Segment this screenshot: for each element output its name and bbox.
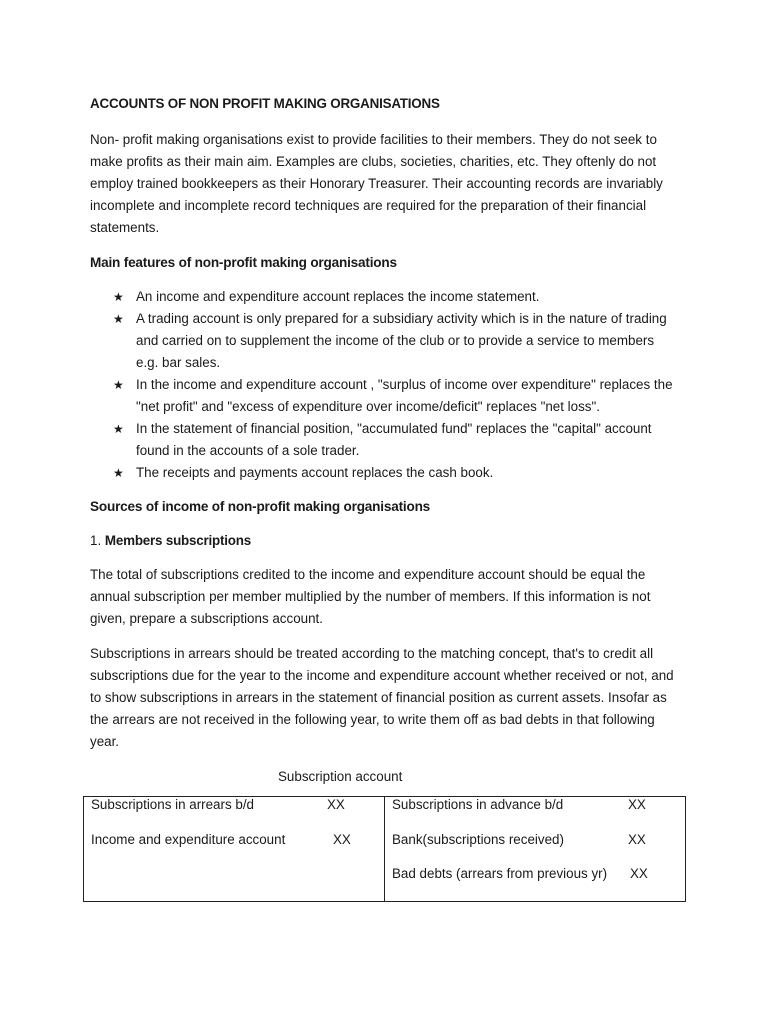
list-item: [113, 374, 680, 418]
table-caption: Subscription account: [278, 769, 403, 784]
star-bullet-icon: ★: [113, 290, 124, 304]
credit-entry-label: Bad debts (arrears from previous yr): [392, 866, 608, 881]
credit-entry-amount: XX: [630, 866, 648, 881]
credit-side: [385, 797, 685, 901]
list-item: [113, 418, 680, 462]
sources-heading: Sources of income of non-profit making organisations: [90, 499, 431, 514]
star-bullet-icon: ★: [113, 466, 124, 480]
feature-text: An income and expenditure account replaces the income statement.: [136, 289, 540, 304]
numbered-heading: [90, 530, 680, 552]
debit-side: [84, 797, 385, 901]
list-item: [113, 308, 680, 374]
debit-entry-label: Subscriptions in arrears b/d: [91, 797, 254, 812]
debit-entry-amount: XX: [333, 832, 351, 847]
arrears-paragraph: Subscriptions in arrears should be treated according to the matching concept, that's to credit all subscriptions due for the year to the income and expenditure account whether received or not, and to show subscriptions in arrears in the statement of financial position as current assets. Insofar as the arrears are not received in the following year, to write them off as bad debts in that following year.: [90, 646, 674, 749]
item-label: Members subscriptions: [104, 533, 252, 548]
star-bullet-icon: ★: [113, 422, 124, 436]
debit-entry-amount: XX: [327, 797, 345, 812]
intro-paragraph: Non- profit making organisations exist to provide facilities to their members. They do not seek to make profits as their main aim. Examples are clubs, societies, charities, etc. They oftenly do not employ trained bookkeepers as their Honorary Treasurer. Their accounting records are invariably incomplete and incomplete record techniques are required for the preparation of their financial statements.: [90, 132, 663, 235]
features-heading: Main features of non-profit making organisations: [90, 255, 397, 270]
list-item: [113, 286, 680, 308]
feature-text: A trading account is only prepared for a subsidiary activity which is in the nature of trading and carried on to supplement the income of the club or to provide a service to members e.g. bar sales.: [136, 311, 667, 370]
credit-entry-label: Subscriptions in advance b/d: [392, 797, 564, 812]
document-title: ACCOUNTS OF NON PROFIT MAKING ORGANISATIONS: [90, 96, 440, 111]
feature-text: In the statement of financial position, "accumulated fund" replaces the "capital" account found in the accounts of a sole trader.: [136, 421, 652, 458]
subscriptions-paragraph: The total of subscriptions credited to the income and expenditure account should be equal the annual subscription per member multiplied by the number of members. If this information is not given, prepare a subscriptions account.: [90, 567, 651, 626]
credit-entry-amount: XX: [628, 832, 646, 847]
debit-entry-label: Income and expenditure account: [91, 832, 286, 847]
credit-entry-label: Bank(subscriptions received): [392, 832, 564, 847]
list-item: [113, 462, 680, 484]
features-list: [90, 286, 680, 484]
subscription-account-table: [83, 796, 686, 902]
document-body: [90, 93, 680, 792]
star-bullet-icon: ★: [113, 312, 124, 326]
star-bullet-icon: ★: [113, 378, 124, 392]
item-number: 1.: [90, 533, 102, 548]
credit-entry-amount: XX: [628, 797, 646, 812]
feature-text: The receipts and payments account replaces the cash book.: [136, 465, 494, 480]
feature-text: In the income and expenditure account , "surplus of income over expenditure" replaces the "net profit" and "excess of expenditure over income/deficit" replaces "net loss".: [136, 377, 673, 414]
